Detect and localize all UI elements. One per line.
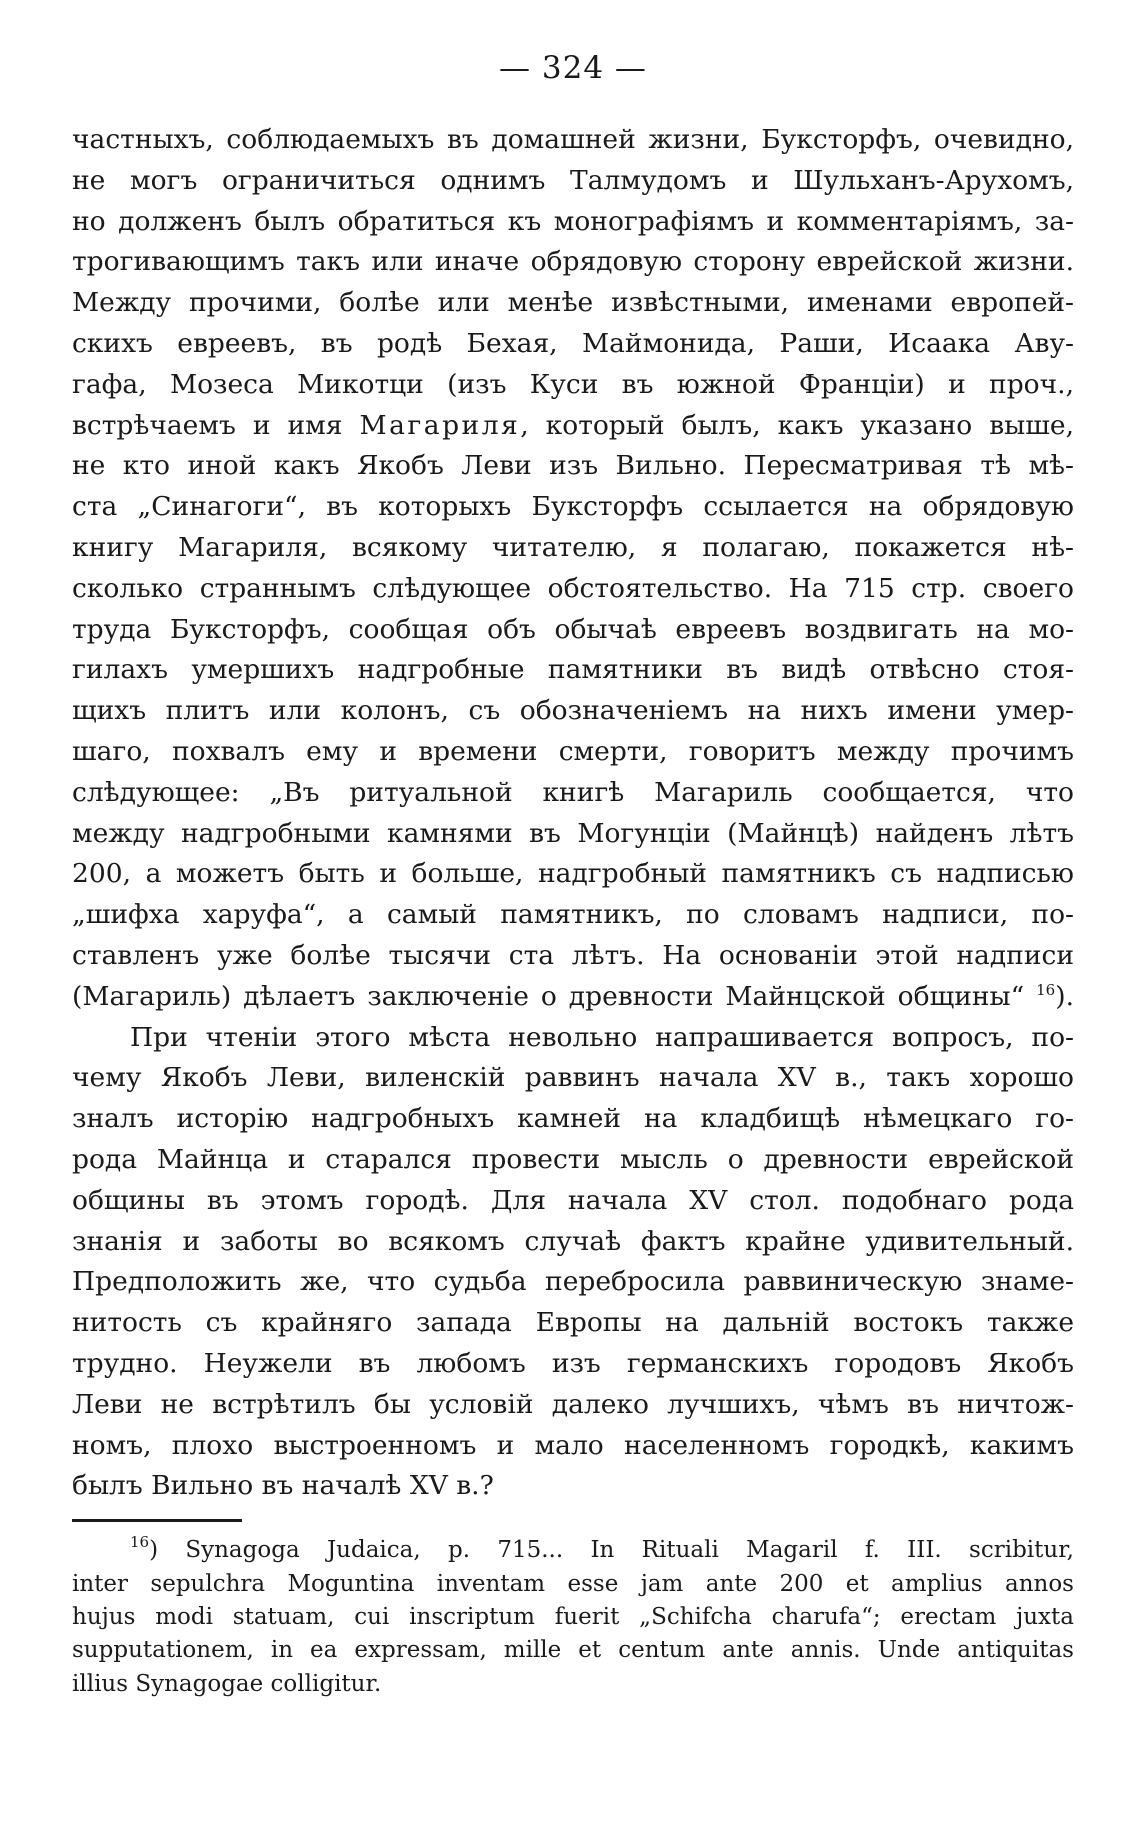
footnote-marker: 16 (130, 1533, 150, 1552)
paragraph-2 (72, 1018, 1074, 1508)
page-number: — 324 — (499, 50, 647, 86)
text-line: „шифха харуфа“, а самый памятникъ, по словамъ надписи, по- (72, 899, 1074, 931)
text-segment: ). (1055, 980, 1074, 1012)
text-line: гафа, Мозеса Микотци (изъ Куси въ южной Франціи) и проч., (72, 368, 1074, 400)
text-line: слѣдующее: „Въ ритуальной книгѣ Магариль сообщается, что (72, 776, 1074, 808)
text-line: ставленъ уже болѣе тысячи ста лѣтъ. На основаніи этой надписи (72, 939, 1074, 971)
paragraph-1 (72, 120, 1074, 1018)
text-line (72, 977, 1074, 1018)
text-line: нитость съ крайняго запада Европы на дальній востокъ также (72, 1307, 1074, 1339)
text-line: зналъ исторію надгробныхъ камней на кладбищѣ нѣмецкаго го- (72, 1103, 1074, 1135)
text-line: трогивающимъ такъ или иначе обрядовую сторону еврейской жизни. (72, 246, 1074, 278)
text-line: Леви не встрѣтилъ бы условій далеко лучшихъ, чѣмъ въ ничтож- (72, 1388, 1074, 1420)
footnote-line: inter sepulchra Moguntina inventam esse jam ante 200 et amplius annos (72, 1570, 1074, 1597)
text-line: но долженъ былъ обратиться къ монографіямъ и комментаріямъ, за- (72, 205, 1074, 237)
text-line: частныхъ, соблюдаемыхъ въ домашней жизни, Буксторфъ, очевидно, (72, 124, 1074, 155)
text-line: При чтеніи этого мѣста невольно напрашивается вопросъ, по- (130, 1021, 1074, 1053)
spaced-name-magaril: Магариля (359, 409, 521, 441)
text-line: не кто иной какъ Якобъ Леви изъ Вильно. Пересматривая тѣ мѣ- (72, 450, 1074, 482)
footnote-line (72, 1534, 1074, 1567)
text-line: рода Майнца и старался провести мысль о древности еврейской (72, 1143, 1074, 1175)
text-line (72, 406, 1074, 447)
footnote (72, 1534, 1074, 1701)
text-line: общины въ этомъ городѣ. Для начала XV стол. подобнаго рода (72, 1184, 1074, 1216)
footnote-line: supputationem, in ea expressam, mille et centum ante annis. Unde antiquitas (72, 1637, 1074, 1664)
text-segment: ) Synagoga Judaica, p. 715... In Rituali Magaril f. III. scribitur, (149, 1537, 1074, 1564)
main-text (72, 120, 1074, 1507)
text-line: Между прочими, болѣе или менѣе извѣстными, именами европей- (72, 287, 1074, 319)
text-line: ста „Синагоги“, въ которыхъ Буксторфъ ссылается на обрядовую (72, 491, 1074, 523)
text-segment: , который былъ, какъ указано выше, (520, 409, 1074, 441)
footnote-divider (72, 1519, 242, 1522)
footnote-line: illius Synagogae colligitur. (72, 1670, 382, 1697)
text-line: трудно. Неужели въ любомъ изъ германскихъ городовъ Якобъ (72, 1347, 1074, 1379)
text-line: между надгробными камнями въ Могунціи (Майнцѣ) найденъ лѣтъ (72, 817, 1074, 849)
text-line: сколько страннымъ слѣдующее обстоятельство. На 715 стр. своего (72, 572, 1074, 604)
text-line: щихъ плитъ или колонъ, съ обозначеніемъ на нихъ имени умер- (72, 695, 1074, 727)
footnote-line: hujus modi statuam, cui inscriptum fuerit „Schifcha charufa“; erectam juxta (72, 1603, 1074, 1630)
text-line: скихъ евреевъ, въ родѣ Бехая, Маймонида, Раши, Исаака Аву- (72, 327, 1074, 359)
text-line: былъ Вильно въ началѣ XV в.? (72, 1470, 494, 1502)
text-line: шаго, похвалъ ему и времени смерти, говоритъ между прочимъ (72, 735, 1074, 767)
footnote-reference[interactable]: 16 (1036, 980, 1056, 999)
text-line: труда Буксторфъ, сообщая объ обычаѣ евреевъ воздвигать на мо- (72, 613, 1074, 645)
text-line: Предположить же, что судьба перебросила раввиническую знаме- (72, 1266, 1074, 1298)
text-line: чему Якобъ Леви, виленскій раввинъ начала XV в., такъ хорошо (72, 1062, 1074, 1094)
text-line: номъ, плохо выстроенномъ и мало населенномъ городкѣ, какимъ (72, 1429, 1074, 1461)
text-segment: встрѣчаемъ и имя (72, 409, 343, 441)
text-line: книгу Магариля, всякому читателю, я полагаю, покажется нѣ- (72, 531, 1074, 563)
text-line: знанія и заботы во всякомъ случаѣ фактъ крайне удивительный. (72, 1225, 1074, 1257)
text-line: 200, а можетъ быть и больше, надгробный памятникъ съ надписью (72, 858, 1074, 890)
text-line: гилахъ умершихъ надгробные памятники въ видѣ отвѣсно стоя- (72, 654, 1074, 686)
page (72, 48, 1074, 1808)
text-segment: (Магариль) дѣлаетъ заключеніе о древности Майнцской общины“ (72, 980, 1025, 1012)
text-line: не могъ ограничиться однимъ Талмудомъ и Шульханъ-Арухомъ, (72, 164, 1074, 196)
